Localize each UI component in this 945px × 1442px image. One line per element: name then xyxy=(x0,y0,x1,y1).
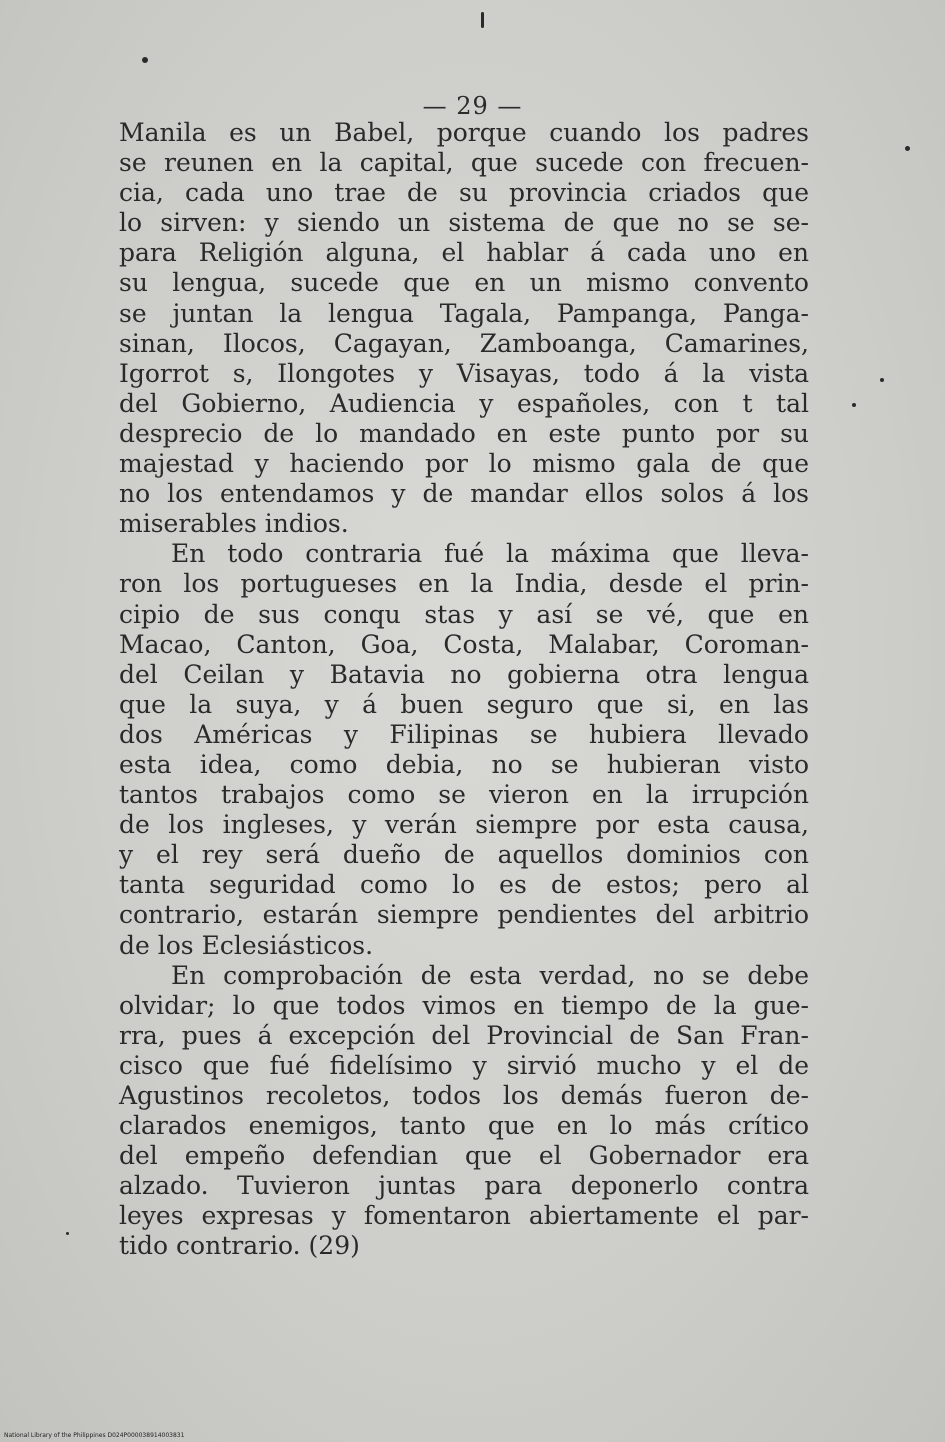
text-line: no los entendamos y de mandar ellos solos á los xyxy=(119,479,809,509)
text-line: cisco que fué fidelísimo y sirvió mucho y el de xyxy=(119,1050,809,1080)
library-credit: National Library of the Philippines D024P000038914003831 xyxy=(4,1432,185,1439)
text-line: En todo contraria fué la máxima que lleva- xyxy=(171,539,809,569)
text-line: lo sirven: y siendo un sistema de que no se se- xyxy=(119,208,809,238)
text-line: desprecio de lo mandado en este punto por su xyxy=(119,418,809,448)
text-line: su lengua, sucede que en un mismo convento xyxy=(119,268,809,298)
text-line: tido contrario. (29) xyxy=(119,1231,360,1261)
text-line: del Gobierno, Audiencia y españoles, con t tal xyxy=(119,388,809,418)
text-line: rra, pues á excepción del Provincial de San Fran- xyxy=(119,1020,809,1050)
text-line: de los Eclesiásticos. xyxy=(119,930,374,960)
page-number: — 29 — xyxy=(422,92,523,120)
text-line: contrario, estarán siempre pendientes del arbitrio xyxy=(119,900,809,930)
paragraph-2 xyxy=(119,539,809,960)
text-line: sinan, Ilocos, Cagayan, Zamboanga, Camarines, xyxy=(119,328,809,358)
text-line: miserables indios. xyxy=(119,509,349,539)
paragraph-3 xyxy=(119,961,809,1262)
text-line: tantos trabajos como se vieron en la irrupción xyxy=(119,780,809,810)
text-line: esta idea, como debia, no se hubieran visto xyxy=(119,749,809,779)
ink-speck xyxy=(905,146,910,151)
text-line: majestad y haciendo por lo mismo gala de que xyxy=(119,449,809,479)
text-line: y el rey será dueño de aquellos dominios con xyxy=(119,840,809,870)
text-line: del empeño defendian que el Gobernador era xyxy=(119,1141,809,1171)
text-line: de los ingleses, y verán siempre por esta causa, xyxy=(119,810,809,840)
text-line: alzado. Tuvieron juntas para deponerlo contra xyxy=(119,1171,809,1201)
text-line: cia, cada uno trae de su provincia criados que xyxy=(119,178,809,208)
text-line: cipio de sus conqu stas y así se vé, que en xyxy=(119,599,809,629)
text-line: Igorrot s, Ilongotes y Visayas, todo á la vista xyxy=(119,358,809,388)
text-line: leyes expresas y fomentaron abiertamente el par- xyxy=(119,1201,809,1231)
ink-speck xyxy=(852,403,856,407)
text-line: Manila es un Babel, porque cuando los padres xyxy=(119,118,809,147)
ink-speck xyxy=(880,378,884,382)
paragraph-1 xyxy=(119,118,809,539)
text-line: para Religión alguna, el hablar á cada uno en xyxy=(119,238,809,268)
text-line: Agustinos recoletos, todos los demás fueron de- xyxy=(119,1081,809,1110)
text-line: del Ceilan y Batavia no gobierna otra lengua xyxy=(119,659,809,689)
text-line: clarados enemigos, tanto que en lo más crítico xyxy=(119,1111,809,1141)
text-line: que la suya, y á buen seguro que si, en las xyxy=(119,689,809,719)
ink-speck xyxy=(66,1232,69,1235)
ink-speck xyxy=(481,12,484,28)
text-line: se juntan la lengua Tagala, Pampanga, Panga- xyxy=(119,298,809,328)
text-line: se reunen en la capital, que sucede con frecuen- xyxy=(119,148,809,178)
text-line: olvidar; lo que todos vimos en tiempo de la gue- xyxy=(119,990,809,1020)
text-line: Macao, Canton, Goa, Costa, Malabar, Coroman- xyxy=(119,629,809,659)
ink-speck xyxy=(142,57,148,63)
text-line: ron los portugueses en la India, desde el prin- xyxy=(119,569,809,599)
body-text xyxy=(119,118,809,1262)
text-line: En comprobación de esta verdad, no se debe xyxy=(171,960,809,990)
text-line: tanta seguridad como lo es de estos; pero al xyxy=(119,870,809,900)
text-line: dos Américas y Filipinas se hubiera llevado xyxy=(119,719,809,749)
